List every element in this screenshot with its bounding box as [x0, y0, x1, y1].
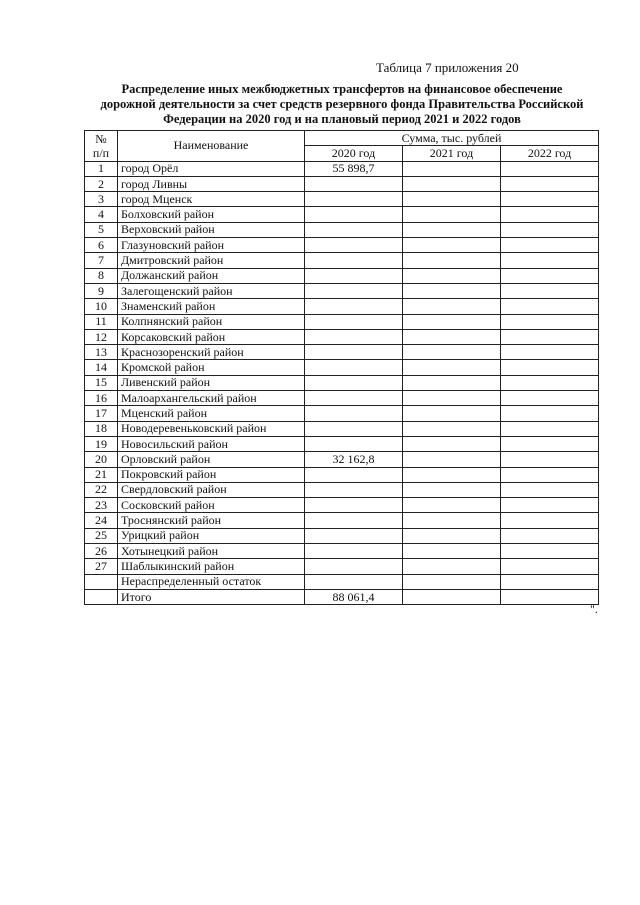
row-value-2022	[501, 482, 599, 497]
row-value-2020	[305, 253, 403, 268]
row-name: город Мценск	[118, 192, 305, 207]
row-value-2020	[305, 559, 403, 574]
title-line-3: Федерации на 2020 год и на плановый период 2021 и 2022 годов	[163, 112, 521, 126]
row-number: 14	[85, 360, 118, 375]
header-num	[85, 131, 118, 162]
row-name: Малоархангельский район	[118, 391, 305, 406]
row-name: Новосильский район	[118, 436, 305, 451]
row-value-2022	[501, 283, 599, 298]
row-value-2021	[403, 559, 501, 574]
annex-label: Таблица 7 приложения 20	[376, 60, 519, 75]
row-value-2021	[403, 222, 501, 237]
row-value-2021	[403, 589, 501, 604]
row-value-2020	[305, 436, 403, 451]
row-value-2020	[305, 528, 403, 543]
header-num-line1: №	[95, 131, 107, 146]
row-number: 18	[85, 421, 118, 436]
row-value-2022	[501, 299, 599, 314]
row-value-2020	[305, 406, 403, 421]
row-value-2022	[501, 345, 599, 360]
row-name: Свердловский район	[118, 482, 305, 497]
table-row	[85, 406, 599, 421]
header-row-1	[85, 131, 599, 146]
row-value-2021	[403, 345, 501, 360]
row-name: Кромской район	[118, 360, 305, 375]
row-value-2021	[403, 482, 501, 497]
row-value-2020	[305, 513, 403, 528]
row-number: 13	[85, 345, 118, 360]
row-name: Глазуновский район	[118, 238, 305, 253]
row-value-2021	[403, 406, 501, 421]
table-row	[85, 360, 599, 375]
row-number	[85, 589, 118, 604]
header-sum: Сумма, тыс. рублей	[305, 131, 599, 146]
table-row	[85, 452, 599, 467]
table-row	[85, 314, 599, 329]
row-number: 1	[85, 161, 118, 176]
row-value-2021	[403, 452, 501, 467]
row-number: 4	[85, 207, 118, 222]
row-value-2020	[305, 360, 403, 375]
row-value-2021	[403, 375, 501, 390]
table-row	[85, 421, 599, 436]
row-number: 2	[85, 176, 118, 191]
row-value-2021	[403, 421, 501, 436]
row-value-2020	[305, 467, 403, 482]
table-row	[85, 498, 599, 513]
row-number: 17	[85, 406, 118, 421]
row-name: Корсаковский район	[118, 329, 305, 344]
table-row	[85, 559, 599, 574]
table-row	[85, 467, 599, 482]
row-value-2022	[501, 544, 599, 559]
row-value-2021	[403, 360, 501, 375]
row-name: Болховский район	[118, 207, 305, 222]
row-value-2022	[501, 268, 599, 283]
row-name: Итого	[118, 589, 305, 604]
row-name: Колпнянский район	[118, 314, 305, 329]
row-value-2022	[501, 452, 599, 467]
row-value-2020: 88 061,4	[305, 589, 403, 604]
row-value-2022	[501, 513, 599, 528]
table-row	[85, 207, 599, 222]
row-name: Орловский район	[118, 452, 305, 467]
header-name: Наименование	[118, 131, 305, 162]
row-value-2020	[305, 345, 403, 360]
row-value-2020	[305, 574, 403, 589]
header-year-2022: 2022 год	[501, 146, 599, 161]
row-value-2021	[403, 513, 501, 528]
distribution-table	[84, 130, 599, 605]
row-number: 7	[85, 253, 118, 268]
row-value-2021	[403, 238, 501, 253]
row-value-2020	[305, 176, 403, 191]
row-value-2021	[403, 528, 501, 543]
header-num-line2: п/п	[92, 145, 110, 160]
table-row	[85, 238, 599, 253]
row-name: Ливенский район	[118, 375, 305, 390]
table-row	[85, 528, 599, 543]
row-name: Залегощенский район	[118, 283, 305, 298]
row-value-2022	[501, 406, 599, 421]
row-value-2021	[403, 192, 501, 207]
table-row	[85, 161, 599, 176]
table-row	[85, 574, 599, 589]
table-row	[85, 283, 599, 298]
table-row	[85, 176, 599, 191]
row-value-2020	[305, 192, 403, 207]
row-name: Хотынецкий район	[118, 544, 305, 559]
row-value-2022	[501, 314, 599, 329]
table-body	[85, 161, 599, 605]
row-value-2022	[501, 329, 599, 344]
row-value-2022	[501, 238, 599, 253]
table-row	[85, 391, 599, 406]
row-number: 21	[85, 467, 118, 482]
row-value-2020	[305, 329, 403, 344]
row-value-2022	[501, 528, 599, 543]
row-name: Краснозоренский район	[118, 345, 305, 360]
row-name: город Орёл	[118, 161, 305, 176]
title-line-1: Распределение иных межбюджетных трансфертов на финансовое обеспечение	[121, 82, 563, 96]
row-value-2022	[501, 360, 599, 375]
row-value-2021	[403, 314, 501, 329]
row-name: Верховский район	[118, 222, 305, 237]
row-value-2021	[403, 574, 501, 589]
row-value-2022	[501, 253, 599, 268]
row-value-2021	[403, 268, 501, 283]
row-number: 19	[85, 436, 118, 451]
row-number: 20	[85, 452, 118, 467]
row-value-2022	[501, 391, 599, 406]
header-year-2020: 2020 год	[305, 146, 403, 161]
row-value-2020	[305, 421, 403, 436]
row-number: 26	[85, 544, 118, 559]
table-row	[85, 222, 599, 237]
row-value-2022	[501, 589, 599, 604]
row-value-2021	[403, 283, 501, 298]
row-number: 5	[85, 222, 118, 237]
row-number: 8	[85, 268, 118, 283]
row-value-2021	[403, 161, 501, 176]
row-name: город Ливны	[118, 176, 305, 191]
row-number: 16	[85, 391, 118, 406]
row-value-2021	[403, 299, 501, 314]
row-value-2022	[501, 498, 599, 513]
closing-quote: ".	[590, 602, 598, 616]
row-name: Покровский район	[118, 467, 305, 482]
row-number: 15	[85, 375, 118, 390]
row-value-2022	[501, 559, 599, 574]
row-number	[85, 574, 118, 589]
row-number: 22	[85, 482, 118, 497]
row-number: 23	[85, 498, 118, 513]
table-row	[85, 513, 599, 528]
table-row	[85, 482, 599, 497]
row-value-2021	[403, 544, 501, 559]
table-row	[85, 329, 599, 344]
row-value-2020	[305, 207, 403, 222]
table-row	[85, 345, 599, 360]
table-row	[85, 375, 599, 390]
row-number: 27	[85, 559, 118, 574]
row-value-2021	[403, 176, 501, 191]
row-name: Троснянский район	[118, 513, 305, 528]
row-value-2021	[403, 329, 501, 344]
row-value-2021	[403, 436, 501, 451]
row-name: Новодеревеньковский район	[118, 421, 305, 436]
row-name: Шаблыкинский район	[118, 559, 305, 574]
row-value-2022	[501, 467, 599, 482]
row-value-2022	[501, 161, 599, 176]
row-value-2020	[305, 391, 403, 406]
table-row	[85, 436, 599, 451]
row-number: 6	[85, 238, 118, 253]
row-value-2020	[305, 238, 403, 253]
row-value-2021	[403, 391, 501, 406]
row-number: 25	[85, 528, 118, 543]
row-value-2022	[501, 222, 599, 237]
row-value-2020	[305, 314, 403, 329]
total-row	[85, 589, 599, 604]
table-row	[85, 544, 599, 559]
row-name: Дмитровский район	[118, 253, 305, 268]
row-value-2020	[305, 299, 403, 314]
table-row	[85, 299, 599, 314]
row-value-2020	[305, 268, 403, 283]
row-number: 9	[85, 283, 118, 298]
row-name: Сосковский район	[118, 498, 305, 513]
row-value-2022	[501, 436, 599, 451]
row-value-2022	[501, 375, 599, 390]
row-number: 11	[85, 314, 118, 329]
document-title	[82, 82, 602, 127]
row-number: 12	[85, 329, 118, 344]
row-value-2020	[305, 283, 403, 298]
header-year-2021: 2021 год	[403, 146, 501, 161]
title-line-2: дорожной деятельности за счет средств резервного фонда Правительства Российской	[100, 97, 584, 111]
row-value-2021	[403, 253, 501, 268]
row-number: 24	[85, 513, 118, 528]
row-value-2022	[501, 176, 599, 191]
row-number: 3	[85, 192, 118, 207]
row-value-2021	[403, 207, 501, 222]
table-row	[85, 268, 599, 283]
row-value-2021	[403, 467, 501, 482]
row-name: Нераспределенный остаток	[118, 574, 305, 589]
row-number: 10	[85, 299, 118, 314]
row-value-2022	[501, 207, 599, 222]
row-value-2022	[501, 574, 599, 589]
row-name: Мценский район	[118, 406, 305, 421]
row-value-2020	[305, 498, 403, 513]
row-value-2020: 32 162,8	[305, 452, 403, 467]
row-value-2022	[501, 192, 599, 207]
row-value-2020	[305, 544, 403, 559]
table-row	[85, 253, 599, 268]
row-value-2020	[305, 375, 403, 390]
row-value-2020	[305, 482, 403, 497]
row-name: Должанский район	[118, 268, 305, 283]
row-name: Знаменский район	[118, 299, 305, 314]
row-value-2020: 55 898,7	[305, 161, 403, 176]
row-name: Урицкий район	[118, 528, 305, 543]
table-row	[85, 192, 599, 207]
row-value-2020	[305, 222, 403, 237]
row-value-2021	[403, 498, 501, 513]
row-value-2022	[501, 421, 599, 436]
